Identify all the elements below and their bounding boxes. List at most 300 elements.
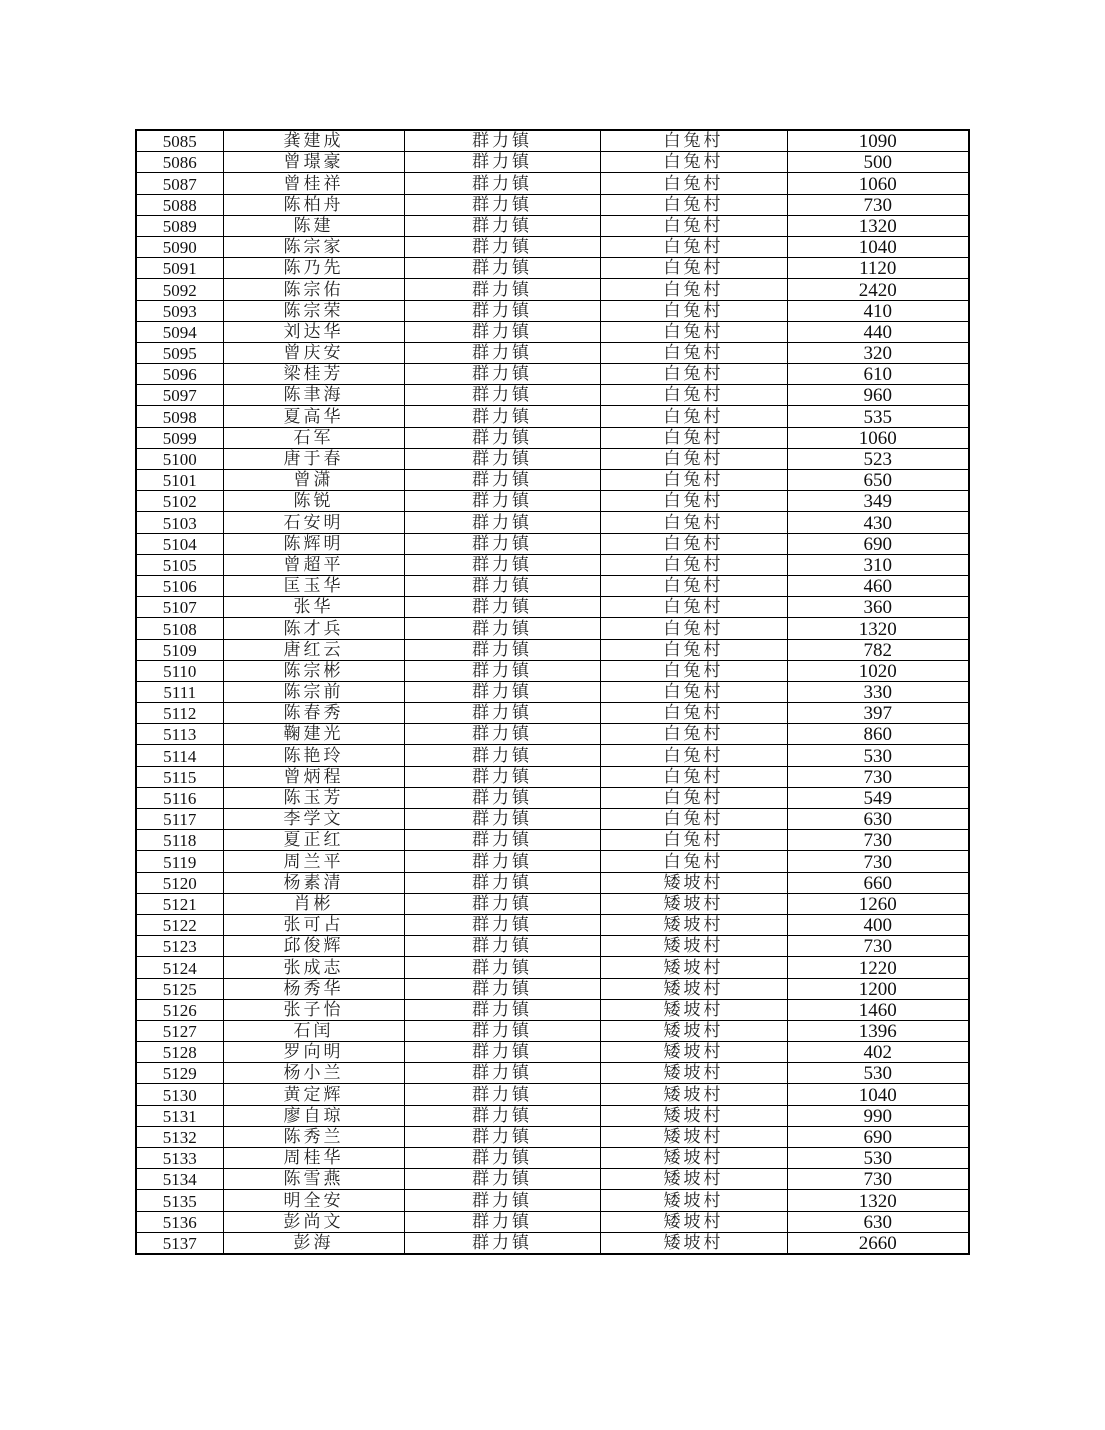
cell-town: 群力镇 — [404, 1042, 600, 1063]
cell-town: 群力镇 — [404, 130, 600, 152]
cell-id: 5131 — [136, 1105, 223, 1126]
cell-village: 白兔村 — [600, 491, 787, 512]
cell-town: 群力镇 — [404, 342, 600, 363]
cell-amount: 630 — [787, 809, 969, 830]
cell-amount: 530 — [787, 1063, 969, 1084]
cell-name: 黄定辉 — [223, 1084, 404, 1105]
cell-village: 白兔村 — [600, 533, 787, 554]
table-row — [136, 1211, 969, 1232]
table-row — [136, 1148, 969, 1169]
cell-village: 白兔村 — [600, 406, 787, 427]
cell-town: 群力镇 — [404, 766, 600, 787]
table-row — [136, 999, 969, 1020]
table-row — [136, 618, 969, 639]
cell-town: 群力镇 — [404, 936, 600, 957]
cell-village: 白兔村 — [600, 194, 787, 215]
cell-amount: 1200 — [787, 978, 969, 999]
cell-town: 群力镇 — [404, 236, 600, 257]
cell-village: 白兔村 — [600, 385, 787, 406]
table-row — [136, 152, 969, 173]
cell-id: 5115 — [136, 766, 223, 787]
cell-id: 5090 — [136, 236, 223, 257]
cell-village: 矮坡村 — [600, 957, 787, 978]
cell-id: 5097 — [136, 385, 223, 406]
cell-id: 5105 — [136, 554, 223, 575]
cell-name: 张可占 — [223, 914, 404, 935]
cell-name: 石安明 — [223, 512, 404, 533]
cell-town: 群力镇 — [404, 830, 600, 851]
cell-town: 群力镇 — [404, 1105, 600, 1126]
cell-town: 群力镇 — [404, 1169, 600, 1190]
cell-town: 群力镇 — [404, 851, 600, 872]
table-row — [136, 491, 969, 512]
cell-village: 矮坡村 — [600, 1020, 787, 1041]
table-row — [136, 427, 969, 448]
cell-town: 群力镇 — [404, 745, 600, 766]
cell-village: 白兔村 — [600, 512, 787, 533]
table-row — [136, 258, 969, 279]
cell-amount: 650 — [787, 470, 969, 491]
cell-town: 群力镇 — [404, 364, 600, 385]
cell-name: 张成志 — [223, 957, 404, 978]
cell-village: 白兔村 — [600, 258, 787, 279]
table-row — [136, 1042, 969, 1063]
cell-amount: 523 — [787, 448, 969, 469]
cell-id: 5086 — [136, 152, 223, 173]
table-row — [136, 936, 969, 957]
cell-town: 群力镇 — [404, 427, 600, 448]
cell-town: 群力镇 — [404, 893, 600, 914]
table-row — [136, 321, 969, 342]
cell-village: 矮坡村 — [600, 999, 787, 1020]
cell-village: 矮坡村 — [600, 936, 787, 957]
table-row — [136, 1020, 969, 1041]
cell-town: 群力镇 — [404, 809, 600, 830]
cell-name: 唐于春 — [223, 448, 404, 469]
cell-id: 5112 — [136, 703, 223, 724]
cell-amount: 630 — [787, 1211, 969, 1232]
cell-id: 5118 — [136, 830, 223, 851]
cell-village: 矮坡村 — [600, 1169, 787, 1190]
cell-village: 白兔村 — [600, 766, 787, 787]
cell-id: 5088 — [136, 194, 223, 215]
cell-name: 陈玉芳 — [223, 787, 404, 808]
cell-town: 群力镇 — [404, 914, 600, 935]
cell-amount: 1396 — [787, 1020, 969, 1041]
cell-id: 5091 — [136, 258, 223, 279]
cell-amount: 360 — [787, 597, 969, 618]
table-row — [136, 575, 969, 596]
cell-id: 5121 — [136, 893, 223, 914]
table-row — [136, 1126, 969, 1147]
cell-town: 群力镇 — [404, 681, 600, 702]
table-row — [136, 660, 969, 681]
cell-amount: 1120 — [787, 258, 969, 279]
cell-town: 群力镇 — [404, 1148, 600, 1169]
cell-town: 群力镇 — [404, 448, 600, 469]
cell-village: 白兔村 — [600, 809, 787, 830]
table-row — [136, 448, 969, 469]
cell-id: 5108 — [136, 618, 223, 639]
cell-amount: 730 — [787, 766, 969, 787]
cell-town: 群力镇 — [404, 1211, 600, 1232]
cell-town: 群力镇 — [404, 618, 600, 639]
cell-id: 5095 — [136, 342, 223, 363]
cell-name: 夏高华 — [223, 406, 404, 427]
table-row — [136, 914, 969, 935]
cell-town: 群力镇 — [404, 703, 600, 724]
cell-amount: 440 — [787, 321, 969, 342]
cell-village: 白兔村 — [600, 236, 787, 257]
cell-town: 群力镇 — [404, 554, 600, 575]
cell-id: 5135 — [136, 1190, 223, 1211]
cell-id: 5136 — [136, 1211, 223, 1232]
cell-village: 矮坡村 — [600, 1084, 787, 1105]
cell-amount: 349 — [787, 491, 969, 512]
cell-amount: 1020 — [787, 660, 969, 681]
cell-name: 周桂华 — [223, 1148, 404, 1169]
cell-amount: 397 — [787, 703, 969, 724]
cell-id: 5107 — [136, 597, 223, 618]
cell-village: 矮坡村 — [600, 1190, 787, 1211]
table-row — [136, 300, 969, 321]
cell-village: 矮坡村 — [600, 893, 787, 914]
cell-town: 群力镇 — [404, 660, 600, 681]
cell-amount: 530 — [787, 1148, 969, 1169]
table-row — [136, 957, 969, 978]
cell-id: 5126 — [136, 999, 223, 1020]
cell-town: 群力镇 — [404, 406, 600, 427]
cell-amount: 549 — [787, 787, 969, 808]
cell-name: 陈辉明 — [223, 533, 404, 554]
cell-amount: 500 — [787, 152, 969, 173]
cell-amount: 530 — [787, 745, 969, 766]
cell-village: 白兔村 — [600, 639, 787, 660]
cell-id: 5099 — [136, 427, 223, 448]
cell-amount: 1460 — [787, 999, 969, 1020]
cell-amount: 610 — [787, 364, 969, 385]
roster-table-body — [136, 130, 969, 1254]
cell-village: 矮坡村 — [600, 1063, 787, 1084]
table-row — [136, 236, 969, 257]
cell-town: 群力镇 — [404, 597, 600, 618]
cell-name: 陈才兵 — [223, 618, 404, 639]
cell-id: 5100 — [136, 448, 223, 469]
cell-town: 群力镇 — [404, 152, 600, 173]
cell-name: 陈宗佑 — [223, 279, 404, 300]
cell-amount: 1060 — [787, 173, 969, 194]
cell-id: 5106 — [136, 575, 223, 596]
cell-name: 梁桂芳 — [223, 364, 404, 385]
cell-town: 群力镇 — [404, 300, 600, 321]
cell-name: 杨素清 — [223, 872, 404, 893]
cell-amount: 860 — [787, 724, 969, 745]
cell-amount: 990 — [787, 1105, 969, 1126]
cell-amount: 730 — [787, 194, 969, 215]
cell-village: 矮坡村 — [600, 1126, 787, 1147]
cell-name: 陈宗荣 — [223, 300, 404, 321]
cell-name: 唐红云 — [223, 639, 404, 660]
cell-village: 白兔村 — [600, 152, 787, 173]
cell-village: 矮坡村 — [600, 1042, 787, 1063]
cell-name: 曾潇 — [223, 470, 404, 491]
cell-id: 5125 — [136, 978, 223, 999]
cell-amount: 460 — [787, 575, 969, 596]
table-row — [136, 703, 969, 724]
cell-id: 5130 — [136, 1084, 223, 1105]
cell-name: 陈艳玲 — [223, 745, 404, 766]
cell-amount: 782 — [787, 639, 969, 660]
cell-village: 白兔村 — [600, 470, 787, 491]
cell-id: 5089 — [136, 215, 223, 236]
table-row — [136, 1105, 969, 1126]
cell-id: 5122 — [136, 914, 223, 935]
cell-town: 群力镇 — [404, 1190, 600, 1211]
cell-id: 5129 — [136, 1063, 223, 1084]
cell-name: 陈聿海 — [223, 385, 404, 406]
cell-amount: 1320 — [787, 1190, 969, 1211]
cell-name: 曾璟豪 — [223, 152, 404, 173]
cell-amount: 1220 — [787, 957, 969, 978]
table-row — [136, 745, 969, 766]
cell-town: 群力镇 — [404, 957, 600, 978]
cell-id: 5098 — [136, 406, 223, 427]
cell-id: 5134 — [136, 1169, 223, 1190]
table-row — [136, 470, 969, 491]
cell-village: 白兔村 — [600, 427, 787, 448]
cell-town: 群力镇 — [404, 787, 600, 808]
table-row — [136, 194, 969, 215]
cell-name: 张子怡 — [223, 999, 404, 1020]
cell-amount: 2420 — [787, 279, 969, 300]
cell-id: 5116 — [136, 787, 223, 808]
cell-amount: 730 — [787, 851, 969, 872]
cell-village: 白兔村 — [600, 448, 787, 469]
cell-village: 矮坡村 — [600, 872, 787, 893]
table-row — [136, 1232, 969, 1254]
cell-amount: 730 — [787, 1169, 969, 1190]
cell-town: 群力镇 — [404, 279, 600, 300]
cell-name: 刘达华 — [223, 321, 404, 342]
cell-town: 群力镇 — [404, 385, 600, 406]
cell-name: 龚建成 — [223, 130, 404, 152]
cell-amount: 690 — [787, 533, 969, 554]
table-row — [136, 830, 969, 851]
cell-village: 白兔村 — [600, 618, 787, 639]
cell-amount: 1040 — [787, 236, 969, 257]
cell-village: 白兔村 — [600, 745, 787, 766]
cell-amount: 535 — [787, 406, 969, 427]
cell-amount: 660 — [787, 872, 969, 893]
cell-name: 鞠建光 — [223, 724, 404, 745]
cell-town: 群力镇 — [404, 978, 600, 999]
table-row — [136, 978, 969, 999]
cell-village: 白兔村 — [600, 851, 787, 872]
cell-name: 陈建 — [223, 215, 404, 236]
cell-id: 5114 — [136, 745, 223, 766]
cell-village: 白兔村 — [600, 321, 787, 342]
cell-id: 5101 — [136, 470, 223, 491]
cell-name: 陈雪燕 — [223, 1169, 404, 1190]
cell-town: 群力镇 — [404, 533, 600, 554]
cell-amount: 430 — [787, 512, 969, 533]
cell-village: 矮坡村 — [600, 1105, 787, 1126]
table-row — [136, 554, 969, 575]
cell-name: 陈春秀 — [223, 703, 404, 724]
cell-name: 石军 — [223, 427, 404, 448]
cell-id: 5132 — [136, 1126, 223, 1147]
cell-village: 白兔村 — [600, 300, 787, 321]
cell-amount: 310 — [787, 554, 969, 575]
table-row — [136, 1084, 969, 1105]
roster-table — [135, 129, 970, 1255]
cell-amount: 1320 — [787, 618, 969, 639]
cell-village: 白兔村 — [600, 724, 787, 745]
cell-town: 群力镇 — [404, 321, 600, 342]
cell-town: 群力镇 — [404, 491, 600, 512]
cell-id: 5111 — [136, 681, 223, 702]
cell-id: 5104 — [136, 533, 223, 554]
table-row — [136, 130, 969, 152]
table-row — [136, 1190, 969, 1211]
cell-amount: 410 — [787, 300, 969, 321]
cell-name: 曾炳程 — [223, 766, 404, 787]
table-row — [136, 681, 969, 702]
cell-amount: 330 — [787, 681, 969, 702]
table-row — [136, 364, 969, 385]
cell-id: 5124 — [136, 957, 223, 978]
cell-id: 5109 — [136, 639, 223, 660]
cell-village: 白兔村 — [600, 279, 787, 300]
cell-village: 矮坡村 — [600, 1148, 787, 1169]
cell-town: 群力镇 — [404, 512, 600, 533]
cell-amount: 320 — [787, 342, 969, 363]
cell-village: 矮坡村 — [600, 1211, 787, 1232]
cell-amount: 1090 — [787, 130, 969, 152]
cell-town: 群力镇 — [404, 999, 600, 1020]
table-row — [136, 893, 969, 914]
table-row — [136, 215, 969, 236]
cell-name: 彭海 — [223, 1232, 404, 1254]
table-row — [136, 809, 969, 830]
cell-town: 群力镇 — [404, 194, 600, 215]
cell-village: 白兔村 — [600, 364, 787, 385]
table-row — [136, 533, 969, 554]
cell-name: 杨秀华 — [223, 978, 404, 999]
cell-name: 李学文 — [223, 809, 404, 830]
cell-id: 5110 — [136, 660, 223, 681]
cell-id: 5133 — [136, 1148, 223, 1169]
cell-amount: 2660 — [787, 1232, 969, 1254]
cell-name: 曾桂祥 — [223, 173, 404, 194]
cell-village: 白兔村 — [600, 173, 787, 194]
cell-amount: 690 — [787, 1126, 969, 1147]
cell-id: 5120 — [136, 872, 223, 893]
cell-town: 群力镇 — [404, 575, 600, 596]
table-row — [136, 1063, 969, 1084]
cell-name: 明全安 — [223, 1190, 404, 1211]
cell-amount: 730 — [787, 936, 969, 957]
cell-village: 矮坡村 — [600, 914, 787, 935]
cell-id: 5092 — [136, 279, 223, 300]
cell-name: 杨小兰 — [223, 1063, 404, 1084]
cell-village: 白兔村 — [600, 681, 787, 702]
cell-id: 5096 — [136, 364, 223, 385]
table-row — [136, 851, 969, 872]
cell-name: 邱俊辉 — [223, 936, 404, 957]
cell-village: 白兔村 — [600, 575, 787, 596]
table-row — [136, 512, 969, 533]
cell-name: 陈秀兰 — [223, 1126, 404, 1147]
cell-id: 5128 — [136, 1042, 223, 1063]
cell-town: 群力镇 — [404, 215, 600, 236]
cell-id: 5117 — [136, 809, 223, 830]
cell-amount: 402 — [787, 1042, 969, 1063]
cell-id: 5093 — [136, 300, 223, 321]
cell-town: 群力镇 — [404, 1063, 600, 1084]
cell-name: 陈乃先 — [223, 258, 404, 279]
cell-village: 矮坡村 — [600, 1232, 787, 1254]
cell-amount: 400 — [787, 914, 969, 935]
cell-id: 5103 — [136, 512, 223, 533]
table-row — [136, 406, 969, 427]
cell-village: 白兔村 — [600, 215, 787, 236]
table-row — [136, 872, 969, 893]
table-row — [136, 342, 969, 363]
cell-town: 群力镇 — [404, 173, 600, 194]
table-row — [136, 724, 969, 745]
cell-name: 陈宗家 — [223, 236, 404, 257]
cell-village: 白兔村 — [600, 130, 787, 152]
cell-village: 白兔村 — [600, 554, 787, 575]
cell-name: 陈宗彬 — [223, 660, 404, 681]
cell-name: 罗向明 — [223, 1042, 404, 1063]
cell-town: 群力镇 — [404, 1020, 600, 1041]
cell-id: 5127 — [136, 1020, 223, 1041]
table-row — [136, 279, 969, 300]
cell-village: 白兔村 — [600, 342, 787, 363]
cell-village: 白兔村 — [600, 830, 787, 851]
cell-amount: 1320 — [787, 215, 969, 236]
table-row — [136, 639, 969, 660]
cell-name: 匡玉华 — [223, 575, 404, 596]
cell-town: 群力镇 — [404, 258, 600, 279]
cell-name: 肖彬 — [223, 893, 404, 914]
cell-id: 5094 — [136, 321, 223, 342]
cell-id: 5137 — [136, 1232, 223, 1254]
cell-id: 5119 — [136, 851, 223, 872]
cell-town: 群力镇 — [404, 1126, 600, 1147]
cell-id: 5087 — [136, 173, 223, 194]
cell-village: 白兔村 — [600, 787, 787, 808]
table-row — [136, 766, 969, 787]
table-row — [136, 173, 969, 194]
cell-name: 廖自琼 — [223, 1105, 404, 1126]
cell-id: 5102 — [136, 491, 223, 512]
cell-name: 陈宗前 — [223, 681, 404, 702]
cell-name: 张华 — [223, 597, 404, 618]
cell-town: 群力镇 — [404, 724, 600, 745]
cell-id: 5085 — [136, 130, 223, 152]
cell-name: 夏正红 — [223, 830, 404, 851]
cell-id: 5113 — [136, 724, 223, 745]
cell-amount: 1260 — [787, 893, 969, 914]
cell-name: 曾庆安 — [223, 342, 404, 363]
cell-village: 矮坡村 — [600, 978, 787, 999]
cell-village: 白兔村 — [600, 597, 787, 618]
cell-town: 群力镇 — [404, 1084, 600, 1105]
table-row — [136, 787, 969, 808]
